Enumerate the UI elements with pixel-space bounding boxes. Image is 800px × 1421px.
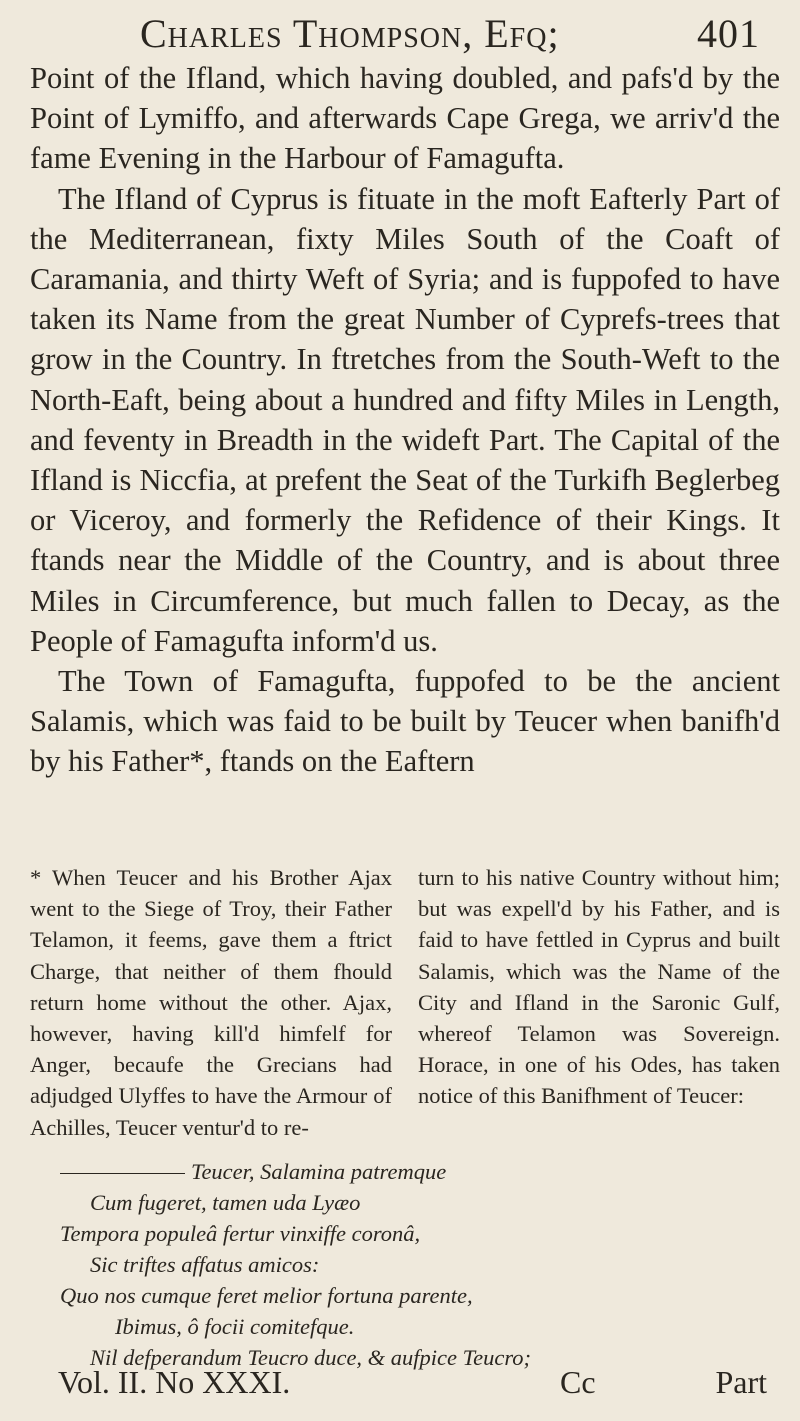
paragraph: Point of the Ifland, which having doubled, and pafs'd by the Point of Lymiffo, and afterwards Cape Grega, we arriv'd the fame Evening in the Harbour of Famagufta. <box>30 61 780 176</box>
quote-line <box>60 1156 780 1187</box>
running-title: Charles Thompson, Efq; <box>140 11 560 56</box>
quote-line: Tempora populeâ fertur vinxiffe coronâ, <box>60 1221 421 1246</box>
page-number: 401 <box>697 11 760 56</box>
catchword: Part <box>715 1364 767 1400</box>
latin-quotation <box>60 1156 780 1373</box>
footnote <box>30 862 780 1143</box>
quote-line: Ibimus, ô focii comitefque. <box>115 1314 355 1339</box>
main-text <box>30 58 780 782</box>
quote-line: Nil defperandum Teucro duce, & aufpice Teucro; <box>90 1345 531 1370</box>
quote-line: Sic triftes affatus amicos: <box>90 1252 320 1277</box>
gathering-signature: Cc <box>560 1364 596 1400</box>
quote-line: Cum fugeret, tamen uda Lyæo <box>90 1190 361 1215</box>
volume-signature: Vol. II. No XXXI. <box>58 1364 291 1400</box>
quote-line: Quo nos cumque feret melior fortuna parente, <box>60 1283 473 1308</box>
paragraph: The Town of Famagufta, fuppofed to be the ancient Salamis, which was faid to be built by Teucer when banifh'd by his Father*, ftands on the Eaftern <box>30 664 780 779</box>
paragraph: The Ifland of Cyprus is fituate in the moft Eafterly Part of the Mediterranean, fixty Miles South of the Coaft of Caramania, and thirty Weft of Syria; and is fuppofed to have taken its Name from the great Number of Cyprefs-trees that grow in the Country. In ftretches from the South-Weft to the North-Eaft, being about a hundred and fifty Miles in Length, and feventy in Breadth in the wideft Part. The Capital of the Ifland is Niccfia, at prefent the Seat of the Turkifh Beglerbeg or Viceroy, and formerly the Refidence of their Kings. It ftands near the Middle of the Country, and is about three Miles in Circumference, but much fallen to Decay, as the People of Famagufta inform'd us. <box>30 181 780 658</box>
quote-rule <box>60 1173 185 1174</box>
running-header <box>40 2 770 62</box>
quote-line-text: Teucer, Salamina patremque <box>191 1159 447 1184</box>
footnote-column-left: * When Teucer and his Brother Ajax went to the Siege of Troy, their Father Telamon, it feems, gave them a ftrict Charge, that neither of them fhould return home without the other. Ajax, however, having kill'd himfelf for Anger, becaufe the Grecians had adjudged Ulyffes to have the Armour of Achilles, Teucer ventur'd to re- <box>30 865 392 1140</box>
footnote-column-right: turn to his native Country without him; but was expell'd by his Father, and is faid to have fettled in Cyprus and built Salamis, which was the Name of the City and Ifland in the Saronic Gulf, whereof Telamon was Sovereign. Horace, in one of his Odes, has taken notice of this Banifhment of Teucer: <box>418 865 780 1109</box>
